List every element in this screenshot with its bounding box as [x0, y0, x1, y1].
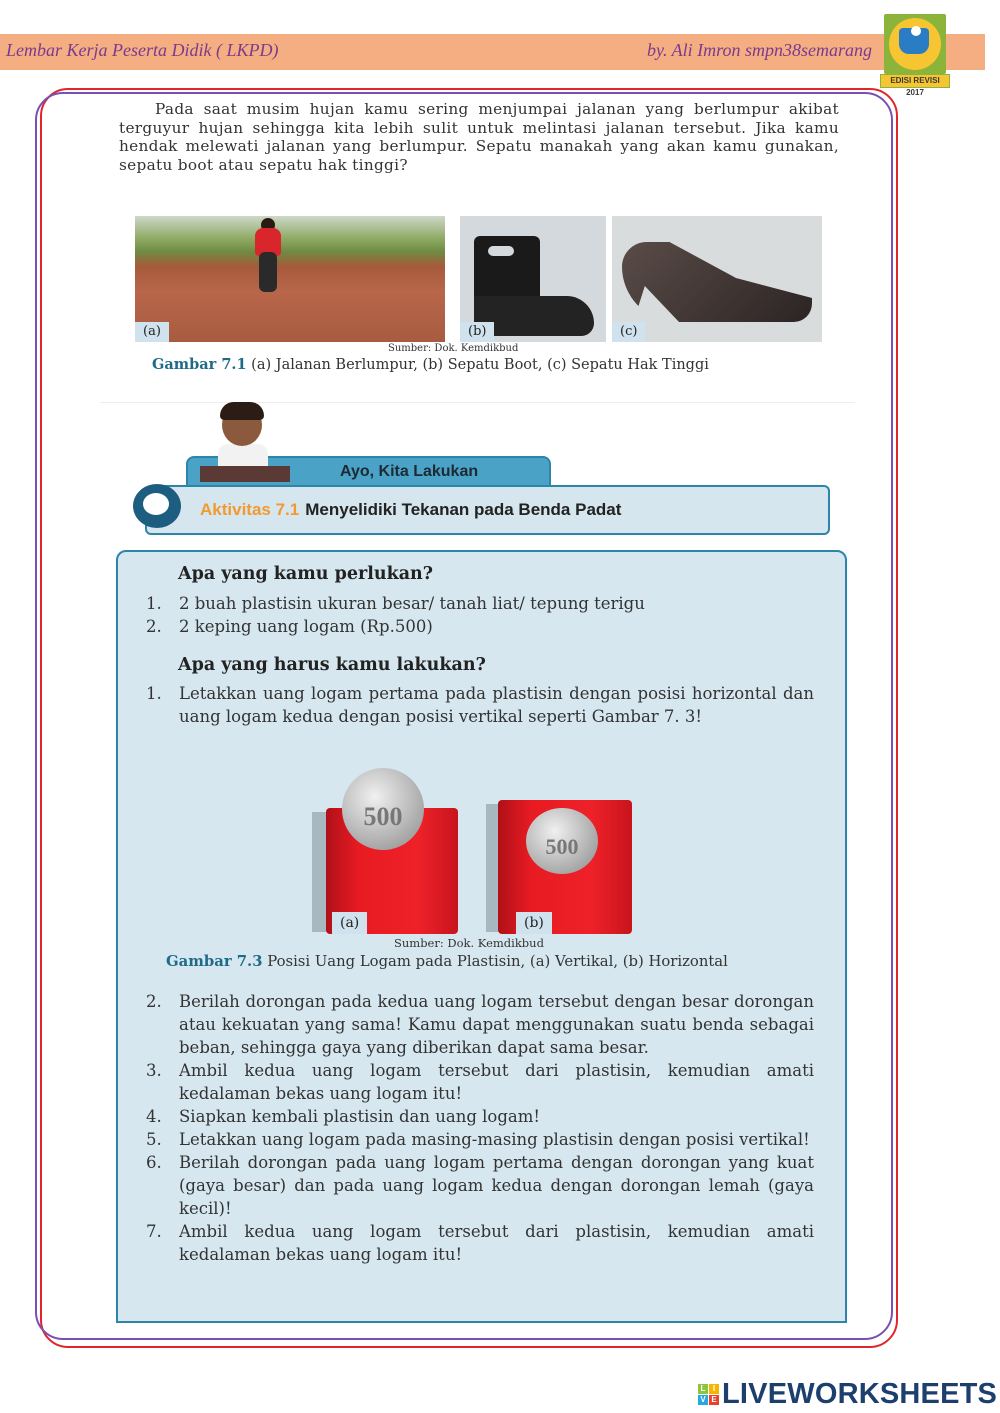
list-item: 4. Siapkan kembali plastisin dan uang logam! [146, 1107, 541, 1126]
boot-image [460, 216, 606, 342]
student-mascot-icon [200, 404, 290, 484]
kurikulum-logo-icon [884, 14, 946, 74]
coin-horizontal-image [486, 800, 636, 934]
muddy-road-image [135, 216, 445, 342]
list-item: 2. 2 keping uang logam (Rp.500) [146, 617, 433, 636]
liveworksheets-brand: LIVEWORKSHEETS [722, 1378, 998, 1410]
figure-label-b: (b) [516, 912, 552, 934]
section-divider [100, 402, 855, 403]
coin-vertical-image [312, 800, 462, 934]
high-heel-image [612, 216, 822, 342]
needs-list [146, 592, 814, 638]
list-item: 1. Letakkan uang logam pertama pada plastisin dengan posisi horizontal dan uang logam kedua dengan posisi vertikal seperti Gambar 7. 3! [146, 684, 814, 726]
figure-caption [152, 356, 709, 373]
liveworksheets-blocks-icon: L I V E [698, 1384, 719, 1405]
activity-tab-label: Ayo, Kita Lakukan [340, 463, 479, 480]
activity-title [200, 500, 621, 520]
figure-number: Gambar 7.1 [152, 356, 247, 373]
liveworksheets-logo [698, 1378, 997, 1411]
coin-icon: 500 [342, 768, 424, 850]
steps-list-part1 [146, 682, 814, 728]
activity-title-text: Menyelidiki Tekanan pada Benda Padat [305, 500, 622, 519]
figure-label-a: (a) [135, 322, 169, 342]
figure-caption [166, 953, 728, 970]
ring-icon [133, 484, 181, 528]
list-item: 5. Letakkan uang logam pada masing-masing plastisin dengan posisi vertikal! [146, 1130, 810, 1149]
list-item: 2. Berilah dorongan pada kedua uang logam tersebut dengan besar dorongan atau kekuatan yang sama! Kamu dapat menggunakan suatu benda sebagai beban, sehingga gaya yang diberikan dapat sama besar. [146, 992, 814, 1057]
list-item: 1. 2 buah plastisin ukuran besar/ tanah liat/ tepung terigu [146, 594, 645, 613]
list-item: 3. Ambil kedua uang logam tersebut dari plastisin, kemudian amati kedalaman bekas uang logam itu! [146, 1061, 814, 1103]
steps-heading: Apa yang harus kamu lakukan? [178, 655, 486, 675]
figure-label-c: (c) [612, 322, 645, 342]
figure-source: Sumber: Dok. Kemdikbud [394, 936, 544, 950]
figure-caption-text: Posisi Uang Logam pada Plastisin, (a) Vertikal, (b) Horizontal [262, 953, 728, 970]
list-item: 6. Berilah dorongan pada uang logam pertama dengan dorongan yang kuat (gaya besar) dan pada uang logam kedua dengan dorongan lemah (gaya kecil)! [146, 1153, 814, 1218]
header-title: Lembar Kerja Peserta Didik ( LKPD) [6, 40, 279, 60]
edition-badge: EDISI REVISI 2017 [880, 74, 950, 88]
figure-number: Gambar 7.3 [166, 953, 263, 970]
intro-paragraph: Pada saat musim hujan kamu sering menjumpai jalanan yang berlumpur akibat terguyur hujan sehingga kita lebih sulit untuk melintasi jalanan tersebut. Jika kamu hendak melewati jalanan yang berlumpur. Sepatu manakah yang akan kamu gunakan, sepatu boot atau sepatu hak tinggi? [119, 100, 839, 175]
figure-source: Sumber: Dok. Kemdikbud [388, 343, 519, 354]
figure-label-a: (a) [332, 912, 367, 934]
needs-heading: Apa yang kamu perlukan? [178, 564, 434, 584]
figure-caption-text: (a) Jalanan Berlumpur, (b) Sepatu Boot, (c) Sepatu Hak Tinggi [246, 357, 709, 373]
header-author: by. Ali Imron smpn38semarang [647, 40, 872, 60]
list-item: 7. Ambil kedua uang logam tersebut dari plastisin, kemudian amati kedalaman bekas uang logam itu! [146, 1222, 814, 1264]
coin-icon: 500 [526, 808, 598, 874]
figure-label-b: (b) [460, 322, 494, 342]
steps-list-part2 [146, 990, 814, 1266]
activity-number: Aktivitas 7.1 [200, 500, 300, 519]
